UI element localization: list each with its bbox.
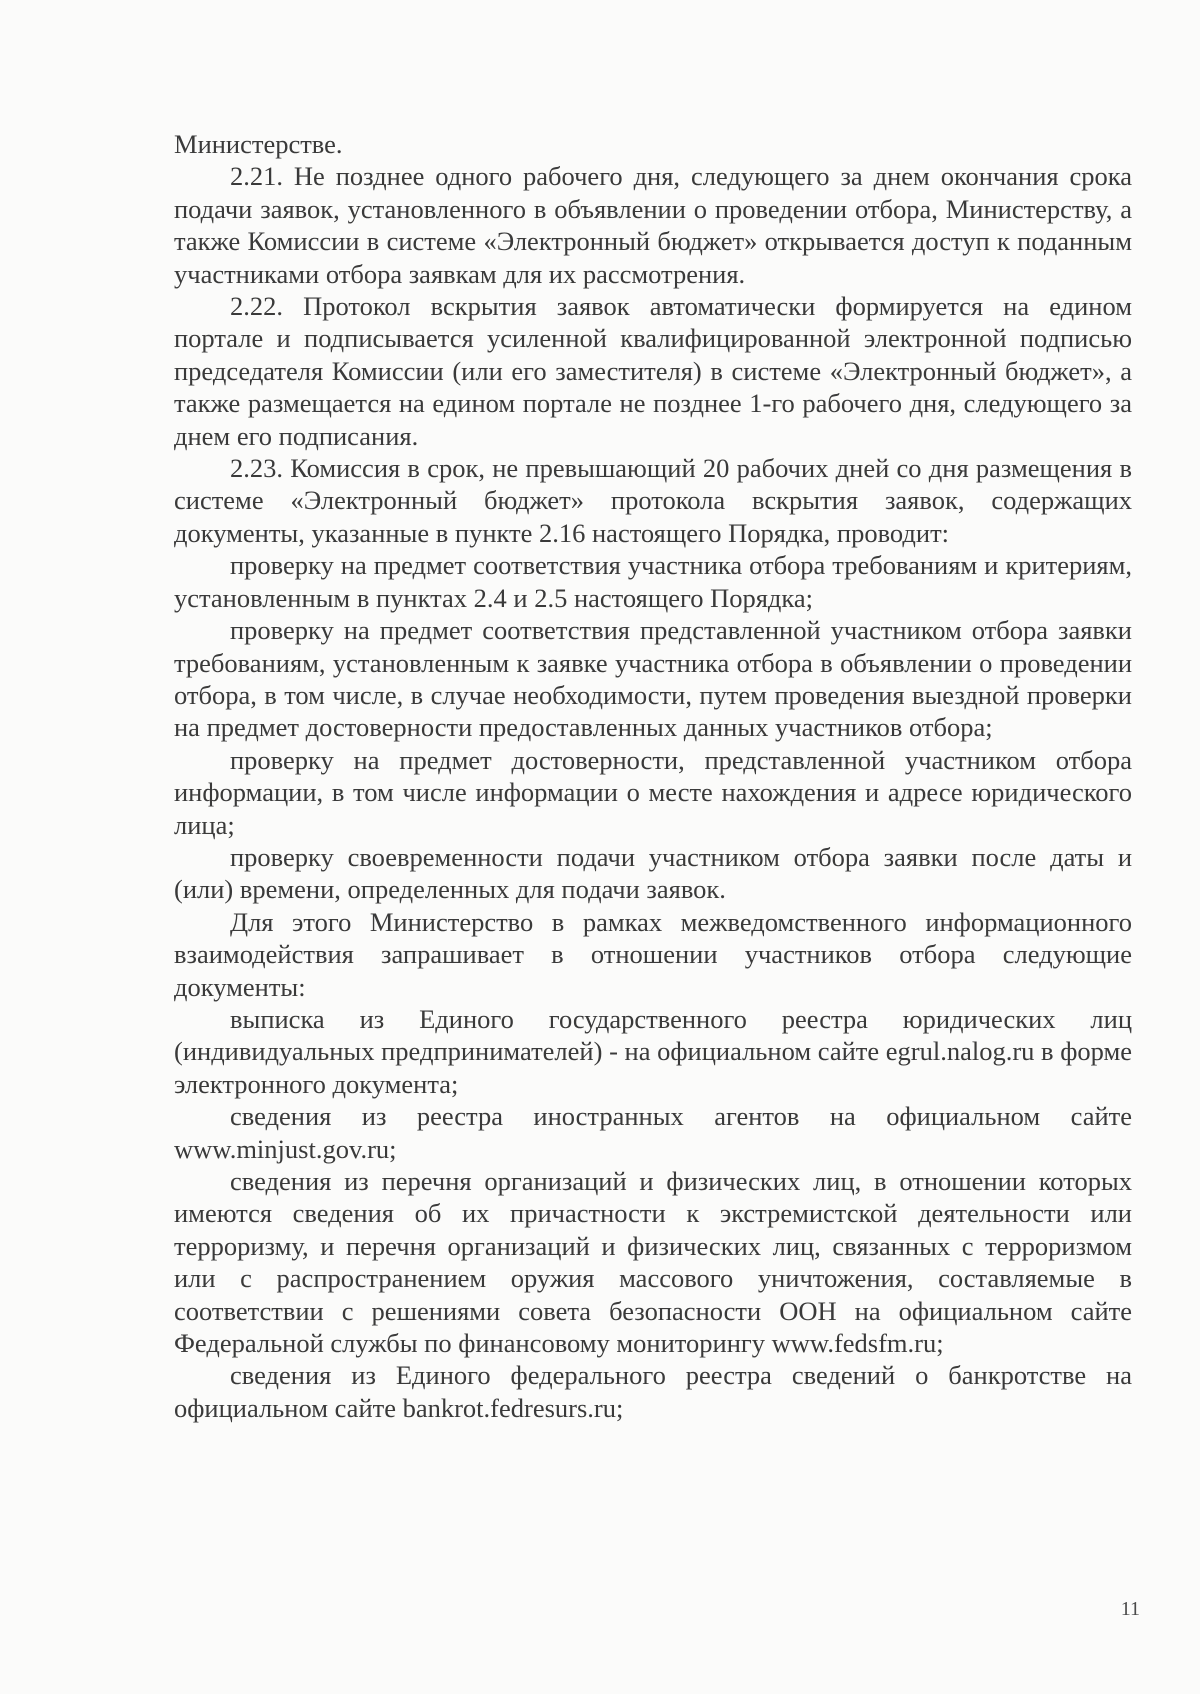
page-number: 11 — [1120, 1598, 1140, 1620]
document-item-egrul: выписка из Единого государственного реестра юридических лиц (индивидуальных предпринимателей) - на официальном сайте egrul.nalog.ru в форме электронного документа; — [174, 1003, 1132, 1099]
document-item-bankruptcy: сведения из Единого федерального реестра сведений о банкротстве на официальном сайте bankrot.fedresurs.ru; — [174, 1360, 1132, 1423]
check-item-timeliness: проверку своевременности подачи участником отбора заявки после даты и (или) времени, определенных для подачи заявок. — [174, 841, 1132, 905]
document-body — [174, 128, 1132, 1424]
paragraph-2-22: 2.22. Протокол вскрытия заявок автоматически формируется на едином портале и подписывается усиленной квалифицированной электронной подписью председателя Комиссии (или его заместителя) в системе «Электронный бюджет», а также размещается на едином портале не позднее 1-го рабочего дня, следующего за днем его подписания. — [174, 291, 1132, 451]
check-item-criteria: проверку на предмет соответствия участника отбора требованиям и критериям, установленным в пунктах 2.4 и 2.5 настоящего Порядка; — [174, 550, 1132, 613]
paragraph-2-23: 2.23. Комиссия в срок, не превышающий 20 рабочих дней со дня размещения в системе «Электронный бюджет» протокола вскрытия заявок, содержащих документы, указанные в пункте 2.16 настоящего Порядка, проводит: — [174, 453, 1132, 548]
check-item-requirements: проверку на предмет соответствия представленной участником отбора заявки требованиям, установленным к заявке участника отбора в объявлении о проведении отбора, в том числе, в случае необходимости, путем проведения выездной проверки на предмет достоверности предоставленных данных участников отбора; — [174, 615, 1132, 743]
check-item-reliability: проверку на предмет достоверности, представленной участником отбора информации, в том числе информации о месте нахождения и адресе юридического лица; — [174, 744, 1132, 840]
document-item-foreign-agents: сведения из реестра иностранных агентов на официальном сайте www.minjust.gov.ru; — [174, 1101, 1132, 1164]
paragraph-continuation: Министерстве. — [174, 129, 343, 159]
document-item-extremism-list: сведения из перечня организаций и физических лиц, в отношении которых имеются сведения об их причастности к экстремистской деятельности или терроризму, и перечня организаций и физических лиц, связанных с терроризмом или с распространением оружия массового уничтожения, составляемые в соответствии с решениями совета безопасности ООН на официальном сайте Федеральной службы по финансовому мониторингу www.fedsfm.ru; — [174, 1166, 1132, 1359]
paragraph-2-21: 2.21. Не позднее одного рабочего дня, следующего за днем окончания срока подачи заявок, установленного в объявлении о проведении отбора, Министерству, а также Комиссии в системе «Электронный бюджет» открывается доступ к поданным участниками отбора заявкам для их рассмотрения. — [174, 161, 1132, 289]
paragraph-interagency-request: Для этого Министерство в рамках межведомственного информационного взаимодействия запрашивает в отношении участников отбора следующие документы: — [174, 906, 1132, 1002]
